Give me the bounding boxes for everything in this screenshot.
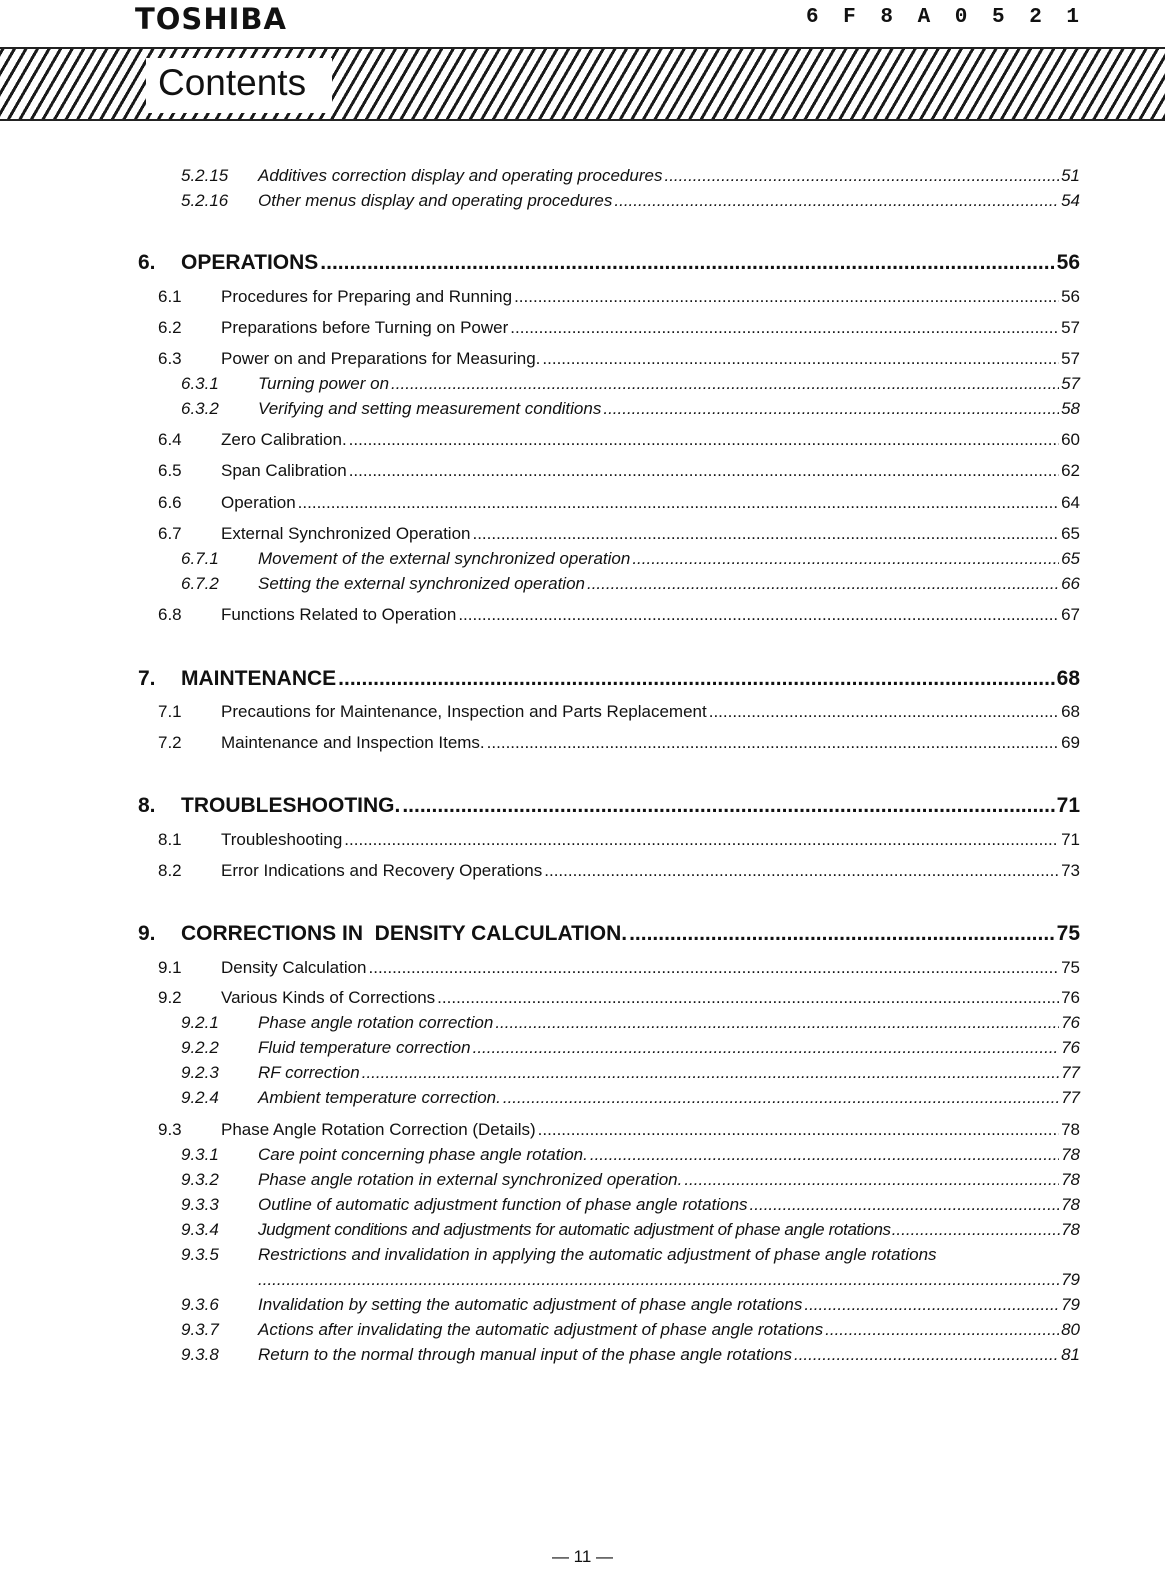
- toc-page: 69: [1061, 733, 1080, 752]
- toc-number: 9.2.3: [181, 1063, 219, 1082]
- toc-leader-dots: [458, 605, 1059, 625]
- toc-number: 8.2: [158, 861, 182, 880]
- toc-title: TROUBLESHOOTING.: [181, 794, 401, 817]
- toc-title: OPERATIONS: [181, 251, 319, 274]
- toc-title: Setting the external synchronized operation: [258, 574, 585, 593]
- toc-page: 76: [1061, 988, 1080, 1007]
- toc-chapter-6[interactable]: [138, 251, 1080, 275]
- toc-entry-9-2-4[interactable]: [181, 1088, 1080, 1108]
- toc-leader-dots: [614, 191, 1059, 211]
- toc-number: 7.: [138, 667, 156, 690]
- toc-entry-6-5[interactable]: [158, 461, 1080, 481]
- toc-page: 78: [1061, 1145, 1080, 1164]
- toc-leader-dots: [473, 1038, 1059, 1058]
- toc-number: 5.2.15: [181, 166, 229, 185]
- toc-leader-dots: [298, 493, 1059, 513]
- toc-title: Phase angle rotation correction: [258, 1013, 494, 1032]
- toc-title: Judgment conditions and adjustments for automatic adjustment of phase angle rotations: [258, 1220, 891, 1239]
- toc-title: Additives correction display and operating procedures: [258, 166, 663, 185]
- toc-title: Preparations before Turning on Power: [221, 318, 509, 337]
- toc-entry-7-1[interactable]: [158, 702, 1080, 722]
- toc-leader-dots: [892, 1220, 1060, 1240]
- toc-page: 77: [1061, 1063, 1080, 1082]
- toc-title: Movement of the external synchronized operation: [258, 549, 631, 568]
- toc-number: 6.1: [158, 287, 182, 306]
- toc-page: 67: [1061, 605, 1080, 624]
- toc-leader-dots: [590, 1145, 1059, 1165]
- toc-title: Power on and Preparations for Measuring.: [221, 349, 541, 368]
- toc-number: 6.7: [158, 524, 182, 543]
- toc-entry-6-7-1[interactable]: [181, 549, 1080, 569]
- toc-title: Various Kinds of Corrections: [221, 988, 436, 1007]
- toc-number: 7.2: [158, 733, 182, 752]
- toc-entry-9-3-3[interactable]: [181, 1195, 1080, 1215]
- toc-page: 56: [1061, 287, 1080, 306]
- toc-number: 6.7.1: [181, 549, 219, 568]
- toshiba-logo: TOSHIBA: [135, 2, 287, 36]
- toc-leader-dots: [344, 830, 1059, 850]
- toc-entry-6-1[interactable]: [158, 287, 1080, 307]
- toc-number: 9.3.5: [181, 1245, 219, 1264]
- toc-number: 9.3.7: [181, 1320, 219, 1339]
- toc-leader-dots: [362, 1063, 1059, 1083]
- toc-entry-6-3-1[interactable]: [181, 374, 1080, 394]
- toc-title: Zero Calibration.: [221, 430, 347, 449]
- toc-leader-dots: [664, 166, 1059, 186]
- toc-entry-9-2-2[interactable]: [181, 1038, 1080, 1058]
- toc-page: 76: [1061, 1013, 1080, 1032]
- toc-title: Fluid temperature correction: [258, 1038, 471, 1057]
- toc-page: 80: [1061, 1320, 1080, 1339]
- toc-entry-6-2[interactable]: [158, 318, 1080, 338]
- toc-title: Restrictions and invalidation in applying the automatic adjustment of phase angle rotations: [258, 1245, 937, 1264]
- toc-page: 57: [1061, 318, 1080, 337]
- toc-number: 6.3.2: [181, 399, 219, 418]
- toc-leader-dots: [510, 318, 1059, 338]
- toc-page: 57: [1061, 374, 1080, 393]
- toc-number: 6.7.2: [181, 574, 219, 593]
- toc-number: 5.2.16: [181, 191, 229, 210]
- toc-title: Procedures for Preparing and Running: [221, 287, 513, 306]
- toc-entry-5-2-15[interactable]: [181, 166, 1080, 186]
- toc-page: 57: [1061, 349, 1080, 368]
- toc-number: 7.1: [158, 702, 182, 721]
- toc-page: 77: [1061, 1088, 1080, 1107]
- toc-title: Error Indications and Recovery Operations: [221, 861, 543, 880]
- toc-title: RF correction: [258, 1063, 360, 1082]
- toc-title: Phase Angle Rotation Correction (Details): [221, 1120, 536, 1139]
- toc-page: 54: [1061, 191, 1080, 210]
- toc-number: 9.3.6: [181, 1295, 219, 1314]
- page-title: Contents: [158, 62, 307, 103]
- toc-page: 76: [1061, 1038, 1080, 1057]
- toc-leader-dots: [709, 702, 1059, 722]
- toc-entry-8-1[interactable]: [158, 830, 1080, 850]
- toc-leader-dots: [603, 399, 1059, 419]
- toc-title: CORRECTIONS IN DENSITY CALCULATION.: [181, 922, 628, 945]
- toc-number: 9.1: [158, 958, 182, 977]
- toc-number: 9.2.2: [181, 1038, 219, 1057]
- toc-number: 6.8: [158, 605, 182, 624]
- toc-number: 9.3.8: [181, 1345, 219, 1364]
- toc-number: 6.3.1: [181, 374, 219, 393]
- page-number: — 11 —: [551, 1547, 614, 1566]
- toc-entry-9-3-5-page-line[interactable]: [258, 1270, 1080, 1290]
- toc-entry-9-3[interactable]: [158, 1120, 1080, 1140]
- toc-leader-dots: [487, 733, 1059, 753]
- toc-number: 8.: [138, 794, 156, 817]
- toc-entry-6-3-2[interactable]: [181, 399, 1080, 419]
- toc-number: 9.3.2: [181, 1170, 219, 1189]
- toc-leader-dots: [472, 524, 1059, 544]
- toc-page: 71: [1056, 794, 1080, 817]
- toc-entry-9-3-5-title-line[interactable]: [181, 1245, 937, 1265]
- toc-page: 75: [1056, 922, 1080, 945]
- toc-entry-9-2[interactable]: [158, 988, 1080, 1008]
- toc-entry-9-2-1[interactable]: [181, 1013, 1080, 1033]
- toc-page: 78: [1061, 1120, 1080, 1139]
- toc-leader-dots: [542, 349, 1059, 369]
- toc-title: External Synchronized Operation: [221, 524, 471, 543]
- toc-page: 68: [1056, 667, 1080, 690]
- toc-page: 78: [1061, 1220, 1080, 1239]
- toc-title: Density Calculation: [221, 958, 367, 977]
- toc-title: Precautions for Maintenance, Inspection and Parts Replacement: [221, 702, 707, 721]
- toc-page: 71: [1061, 830, 1080, 849]
- toc-leader-dots: [495, 1013, 1059, 1033]
- toc-entry-6-7[interactable]: [158, 524, 1080, 544]
- toc-leader-dots: [320, 251, 1054, 275]
- toc-number: 9.3.1: [181, 1145, 219, 1164]
- toc-page: 73: [1061, 861, 1080, 880]
- toc-entry-9-3-2[interactable]: [181, 1170, 1080, 1190]
- toc-title: Other menus display and operating procedures: [258, 191, 613, 210]
- toc-title: Phase angle rotation in external synchronized operation.: [258, 1170, 683, 1189]
- toc-page: 65: [1061, 524, 1080, 543]
- toc-title: Outline of automatic adjustment function of phase angle rotations: [258, 1195, 748, 1214]
- toc-leader-dots: [391, 374, 1059, 394]
- toc-number: 6.2: [158, 318, 182, 337]
- toc-title: Return to the normal through manual input of the phase angle rotations: [258, 1345, 792, 1364]
- toc-title: Span Calibration: [221, 461, 347, 480]
- toc-number: 8.1: [158, 830, 182, 849]
- toc-entry-9-3-6[interactable]: [181, 1295, 1080, 1315]
- toc-entry-9-3-4[interactable]: [181, 1220, 1080, 1240]
- toc-number: 6.6: [158, 493, 182, 512]
- toc-leader-dots: [258, 1270, 1059, 1290]
- toc-entry-8-2[interactable]: [158, 861, 1080, 881]
- toc-title: Operation: [221, 493, 296, 512]
- toc-page: 66: [1061, 574, 1080, 593]
- toc-leader-dots: [437, 988, 1059, 1008]
- toc-page: 64: [1061, 493, 1080, 512]
- toc-entry-9-3-8[interactable]: [181, 1345, 1080, 1365]
- toc-leader-dots: [587, 574, 1059, 594]
- toc-leader-dots: [684, 1170, 1059, 1190]
- toc-leader-dots: [804, 1295, 1059, 1315]
- toc-entry-7-2[interactable]: [158, 733, 1080, 753]
- toc-number: 6.5: [158, 461, 182, 480]
- toc-leader-dots: [794, 1345, 1059, 1365]
- toc-entry-9-3-1[interactable]: [181, 1145, 1080, 1165]
- toc-page: 81: [1061, 1345, 1080, 1364]
- toc-leader-dots: [632, 549, 1059, 569]
- toc-entry-6-6[interactable]: [158, 493, 1080, 513]
- toc-title: Actions after invalidating the automatic adjustment of phase angle rotations: [258, 1320, 824, 1339]
- toc-leader-dots: [825, 1320, 1059, 1340]
- toc-page: 78: [1061, 1170, 1080, 1189]
- toc-entry-6-4[interactable]: [158, 430, 1080, 450]
- toc-title: Ambient temperature correction.: [258, 1088, 501, 1107]
- toc-page: 75: [1061, 958, 1080, 977]
- toc-title: Troubleshooting: [221, 830, 343, 849]
- toc-entry-9-2-3[interactable]: [181, 1063, 1080, 1083]
- toc-entry-6-7-2[interactable]: [181, 574, 1080, 594]
- toc-number: 9.2.4: [181, 1088, 219, 1107]
- toc-leader-dots: [538, 1120, 1059, 1140]
- toc-entry-9-1[interactable]: [158, 958, 1080, 978]
- toc-page: 78: [1061, 1195, 1080, 1214]
- toc-title: Turning power on: [258, 374, 390, 393]
- toc-leader-dots: [402, 794, 1054, 818]
- toc-leader-dots: [349, 430, 1059, 450]
- toc-title: Invalidation by setting the automatic adjustment of phase angle rotations: [258, 1295, 803, 1314]
- toc-number: 9.3.3: [181, 1195, 219, 1214]
- toc-number: 6.4: [158, 430, 182, 449]
- toc-page: 58: [1061, 399, 1080, 418]
- toc-leader-dots: [503, 1088, 1059, 1108]
- toc-entry-9-3-7[interactable]: [181, 1320, 1080, 1340]
- toc-page: 79: [1061, 1295, 1080, 1314]
- toc-page: 51: [1061, 166, 1080, 185]
- toc-number: 9.2.1: [181, 1013, 219, 1032]
- toc-title: Maintenance and Inspection Items.: [221, 733, 485, 752]
- toc-page: 68: [1061, 702, 1080, 721]
- toc-title: MAINTENANCE: [181, 667, 337, 690]
- toc-number: 9.2: [158, 988, 182, 1007]
- toc-page: 79: [1061, 1270, 1080, 1289]
- toc-number: 9.3: [158, 1120, 182, 1139]
- toc-page: 56: [1056, 251, 1080, 274]
- toc-number: 9.3.4: [181, 1220, 219, 1239]
- toc-title: Verifying and setting measurement conditions: [258, 399, 602, 418]
- toc-chapter-7[interactable]: [138, 667, 1080, 691]
- toc-page: 65: [1061, 549, 1080, 568]
- toc-leader-dots: [369, 958, 1060, 978]
- toc-leader-dots: [629, 922, 1055, 946]
- toc-leader-dots: [544, 861, 1059, 881]
- toc-title: Care point concerning phase angle rotation.: [258, 1145, 588, 1164]
- toc-leader-dots: [349, 461, 1059, 481]
- document-number: 6 F 8 A 0 5 2 1: [805, 6, 1085, 29]
- toc-chapter-9[interactable]: [138, 922, 1080, 946]
- toc-leader-dots: [750, 1195, 1060, 1215]
- toc-page: 60: [1061, 430, 1080, 449]
- toc-number: 6.3: [158, 349, 182, 368]
- toc-page: 62: [1061, 461, 1080, 480]
- toc-entry-5-2-16[interactable]: [181, 191, 1080, 211]
- toc-entry-6-8[interactable]: [158, 605, 1080, 625]
- toc-number: 9.: [138, 922, 156, 945]
- toc-number: 6.: [138, 251, 156, 274]
- toc-leader-dots: [338, 667, 1054, 691]
- toc-title: Functions Related to Operation: [221, 605, 457, 624]
- toc-chapter-8[interactable]: [138, 794, 1080, 818]
- toc-leader-dots: [514, 287, 1059, 307]
- toc-entry-6-3[interactable]: [158, 349, 1080, 369]
